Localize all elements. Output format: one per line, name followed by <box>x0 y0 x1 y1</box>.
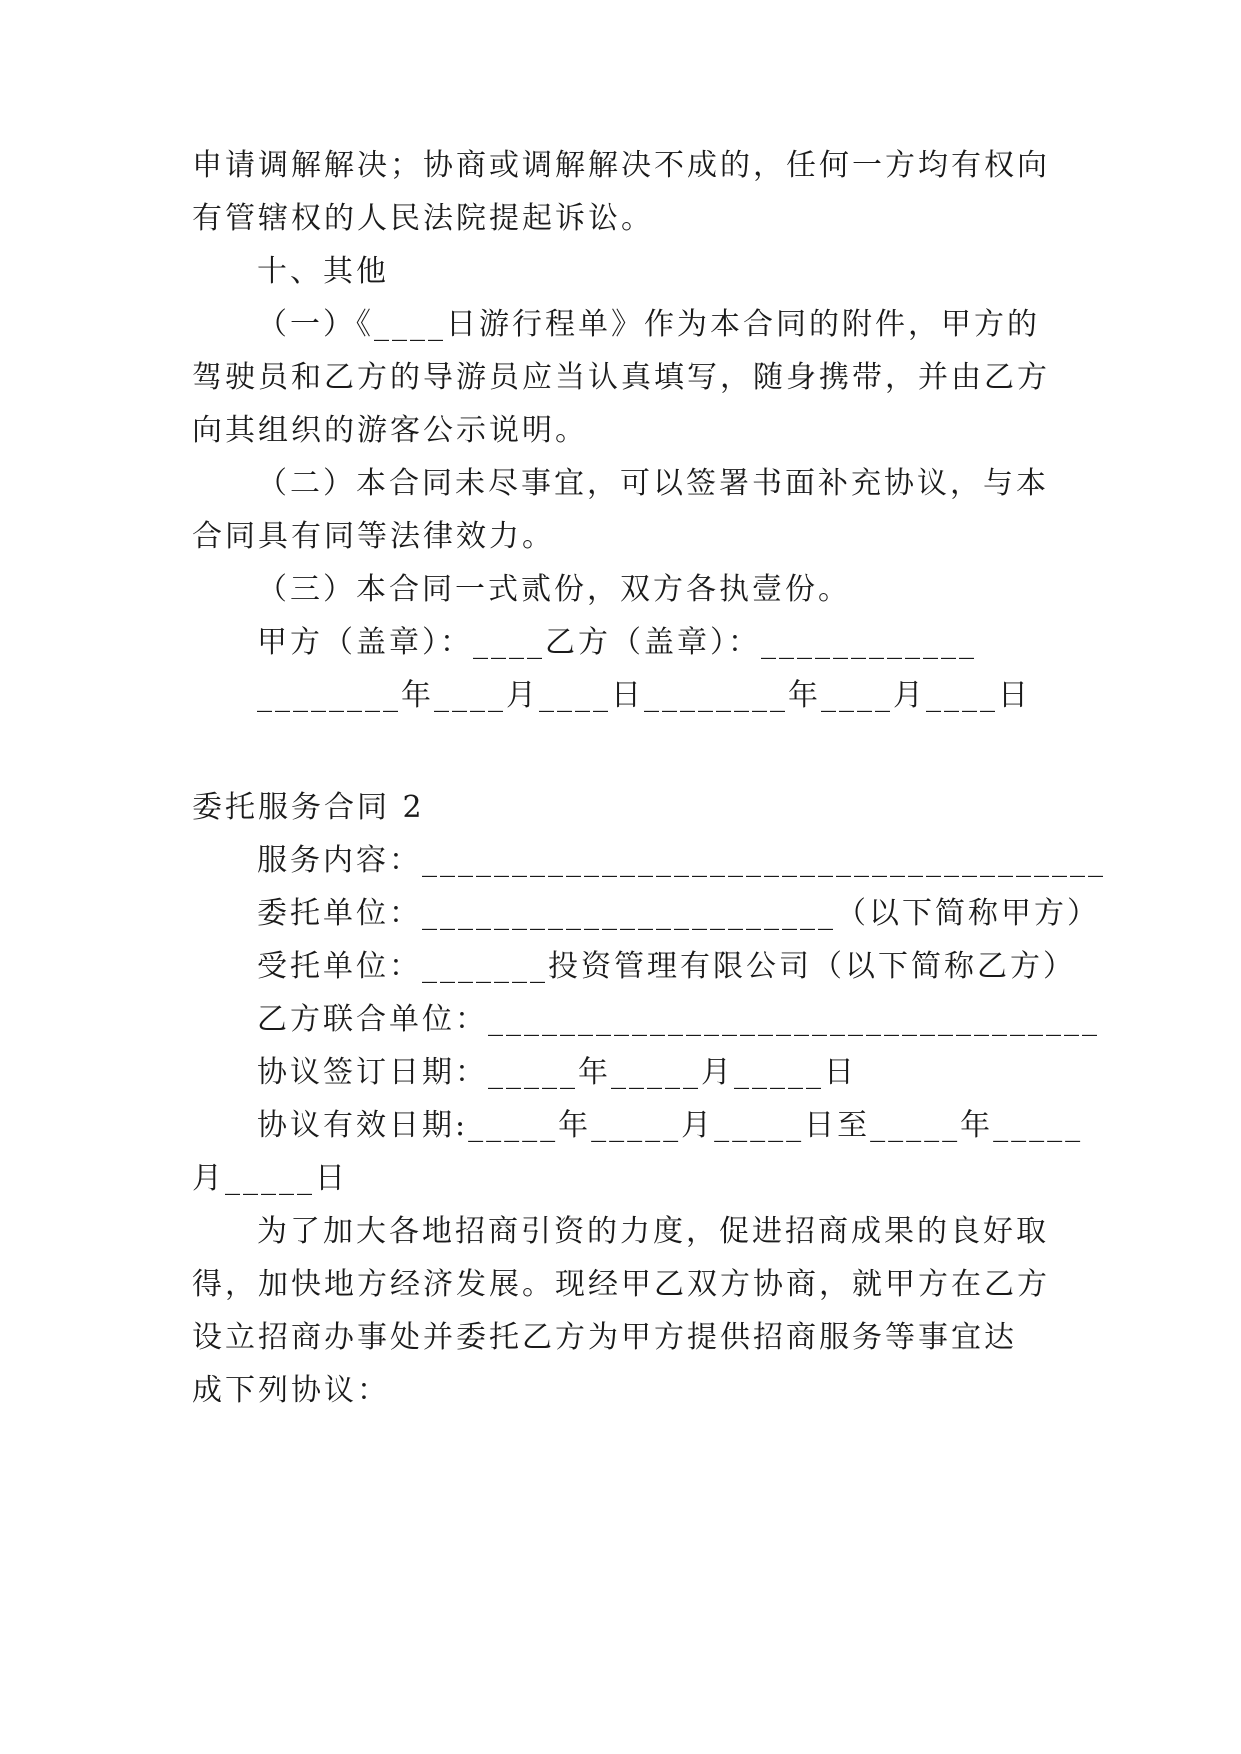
paragraph-line: 为了加大各地招商引资的力度，促进招商成果的良好取 <box>257 1214 1049 1249</box>
paragraph-line: 申请调解解决；协商或调解解决不成的，任何一方均有权向 <box>192 148 1050 183</box>
paragraph-line: 成下列协议： <box>192 1373 390 1408</box>
paragraph-line: （一）《____日游行程单》作为本合同的附件，甲方的 <box>257 307 1040 342</box>
paragraph-line: （二）本合同未尽事宜，可以签署书面补充协议，与本 <box>257 466 1049 501</box>
section-heading: 十、其他 <box>257 254 389 289</box>
field-line: 服务内容：______________________________________ <box>257 843 1106 878</box>
field-line: 乙方联合单位：__________________________________ <box>257 1002 1100 1037</box>
paragraph-line: 驾驶员和乙方的导游员应当认真填写，随身携带，并由乙方 <box>192 360 1050 395</box>
field-line: 受托单位：_______投资管理有限公司（以下简称乙方） <box>257 949 1076 984</box>
paragraph-line: 合同具有同等法律效力。 <box>192 519 555 554</box>
field-line: 委托单位：_______________________（以下简称甲方） <box>257 896 1100 931</box>
paragraph-line: 向其组织的游客公示说明。 <box>192 413 588 448</box>
signature-line: 甲方（盖章）：____乙方（盖章）：____________ <box>257 625 977 660</box>
paragraph-line: （三）本合同一式贰份，双方各执壹份。 <box>257 572 851 607</box>
date-line: ________年____月____日________年____月____日 <box>257 678 1031 713</box>
field-line: 协议签订日期：_____年_____月_____日 <box>257 1055 857 1090</box>
document-title: 委托服务合同 2 <box>192 790 425 825</box>
paragraph-line: 得，加快地方经济发展。现经甲乙双方协商，就甲方在乙方 <box>192 1267 1050 1302</box>
field-line: 协议有效日期:_____年_____月_____日至_____年_____ <box>257 1108 1084 1143</box>
field-line: 月_____日 <box>192 1161 348 1196</box>
paragraph-line: 设立招商办事处并委托乙方为甲方提供招商服务等事宜达 <box>192 1320 1017 1355</box>
paragraph-line: 有管辖权的人民法院提起诉讼。 <box>192 201 654 236</box>
